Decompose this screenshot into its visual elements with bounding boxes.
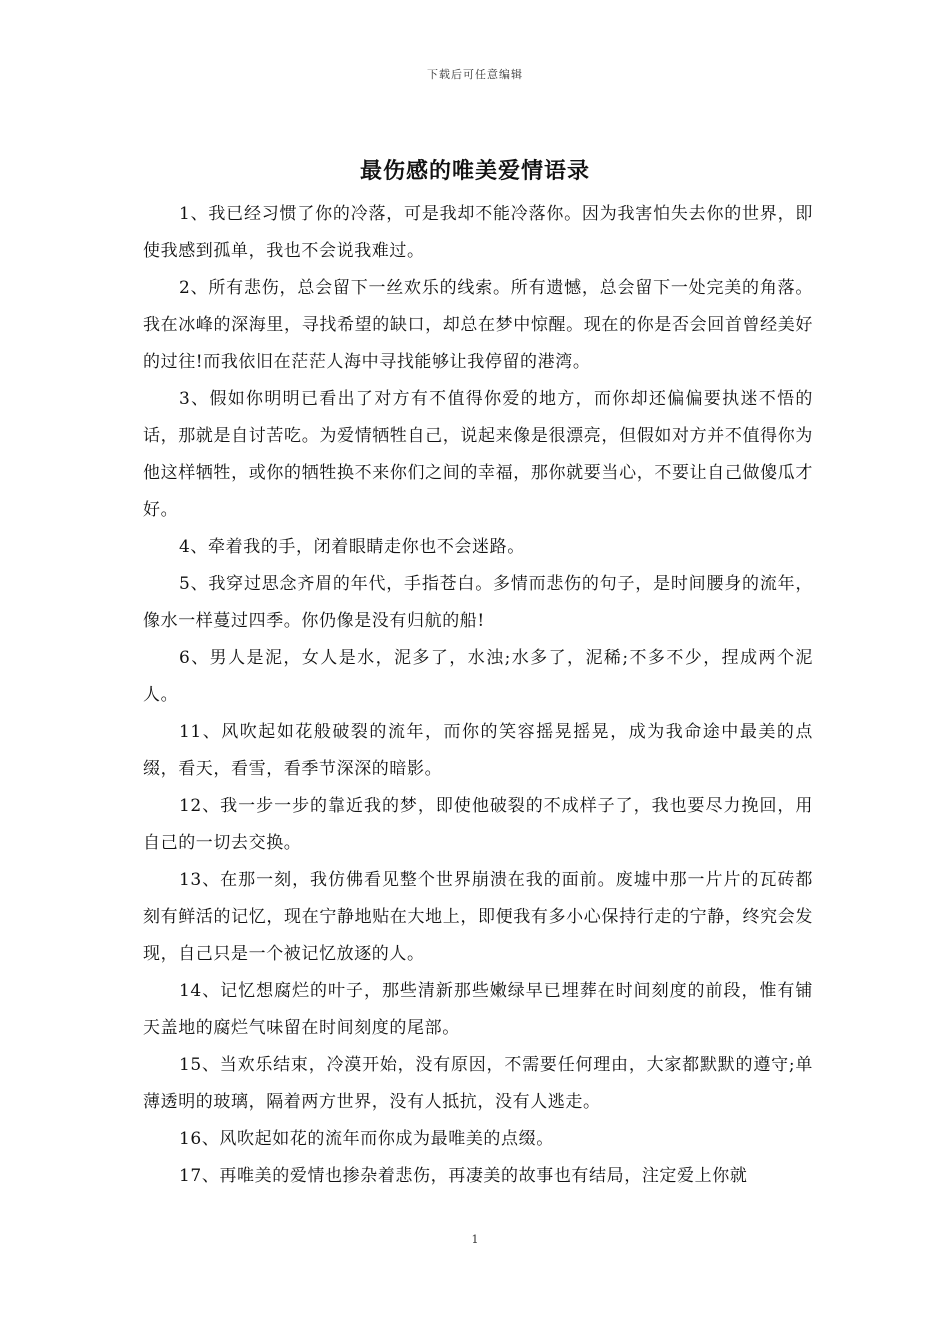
- paragraph: 17、再唯美的爱情也掺杂着悲伤，再凄美的故事也有结局，注定爱上你就: [179, 1166, 748, 1186]
- paragraph: 15、当欢乐结束，冷漠开始，没有原因，不需要任何理由，大家都默默的遵守;单薄透明的玻璃，隔着两方世界，没有人抵抗，没有人逃走。: [143, 1055, 813, 1112]
- paragraph: 11、风吹起如花般破裂的流年，而你的笑容摇晃摇晃，成为我命途中最美的点缀，看天，看雪，看季节深深的暗影。: [143, 722, 813, 779]
- paragraph: 4、牵着我的手，闭着眼睛走你也不会迷路。: [179, 537, 525, 557]
- paragraph: 5、我穿过思念齐眉的年代，手指苍白。多情而悲伤的句子，是时间腰身的流年，像水一样蔓过四季。你仍像是没有归航的船!: [143, 574, 813, 631]
- paragraph: 12、我一步一步的靠近我的梦，即使他破裂的不成样子了，我也要尽力挽回，用自己的一切去交换。: [143, 796, 813, 853]
- paragraph: 2、所有悲伤，总会留下一丝欢乐的线索。所有遗憾，总会留下一处完美的角落。我在冰峰的深海里，寻找希望的缺口，却总在梦中惊醒。现在的你是否会回首曾经美好的过往!而我依旧在茫茫人海中寻找能够让我停留的港湾。: [143, 278, 813, 372]
- paragraph: 1、我已经习惯了你的冷落，可是我却不能冷落你。因为我害怕失去你的世界，即使我感到孤单，我也不会说我难过。: [143, 204, 813, 261]
- paragraph: 6、男人是泥，女人是水，泥多了，水浊;水多了，泥稀;不多不少，捏成两个泥人。: [143, 648, 813, 705]
- paragraph: 14、记忆想腐烂的叶子，那些清新那些嫩绿早已埋葬在时间刻度的前段，惟有铺天盖地的腐烂气味留在时间刻度的尾部。: [143, 981, 813, 1038]
- document-body: [143, 196, 813, 1195]
- paragraph: 16、风吹起如花的流年而你成为最唯美的点缀。: [179, 1129, 554, 1149]
- paragraph: 13、在那一刻，我仿佛看见整个世界崩溃在我的面前。废墟中那一片片的瓦砖都刻有鲜活的记忆，现在宁静地贴在大地上，即便我有多小心保持行走的宁静，终究会发现，自己只是一个被记忆放逐的人。: [143, 870, 813, 964]
- paragraph: 3、假如你明明已看出了对方有不值得你爱的地方，而你却还偏偏要执迷不悟的话，那就是自讨苦吃。为爱情牺牲自己，说起来像是很漂亮，但假如对方并不值得你为他这样牺牲，或你的牺牲换不来你们之间的幸福，那你就要当心，不要让自己做傻瓜才好。: [143, 389, 813, 520]
- document-title: 最伤感的唯美爱情语录: [359, 158, 590, 184]
- header-note: 下载后可任意编辑: [427, 68, 523, 81]
- page-number: 1: [471, 1233, 479, 1246]
